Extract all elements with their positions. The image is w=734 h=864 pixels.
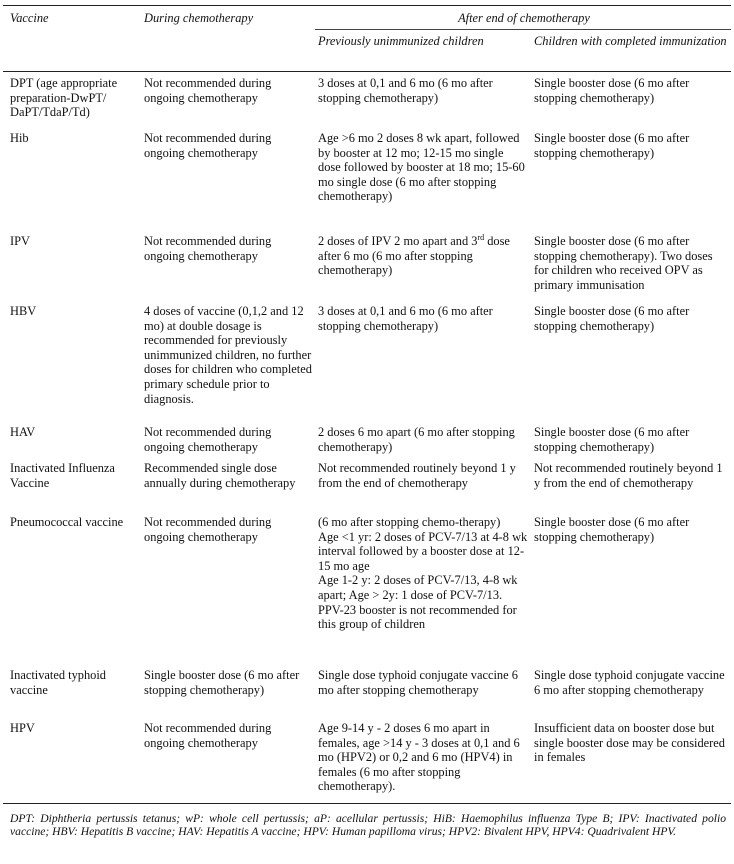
table-footnote: DPT: Diphtheria pertussis tetanus; wP: whole cell pertussis; aP: acellular pertussis; HiB: Haemophilus influenza Type B; IPV: Inactivated polio vaccine; HBV: Hepatitis B vaccine; HAV: Hepatitis A vaccine; HPV: Human papilloma virus; HPV2: Bivalent HPV, HPV4: Quadrivalent HPV. [10, 812, 726, 839]
table-bottom-rule [3, 803, 731, 804]
row-hav-during: Not recommended during ongoing chemotherapy [144, 425, 272, 454]
row-hav-vaccine: HAV [10, 425, 36, 439]
row-hpv-during: Not recommended during ongoing chemotherapy [144, 721, 272, 750]
table-top-rule [3, 5, 731, 6]
row-dpt-during: Not recommended during ongoing chemotherapy [144, 76, 272, 105]
header-after-chemotherapy: After end of chemotherapy [458, 11, 590, 25]
ipv-text-post: dose after 6 mo (6 mo after stopping chemotherapy) [318, 234, 510, 278]
row-pneumococcal-during: Not recommended during ongoing chemotherapy [144, 515, 272, 544]
header-bottom-rule [3, 71, 731, 72]
row-hbv-during: 4 doses of vaccine (0,1,2 and 12 mo) at double dosage is recommended for previously unimmunized children, no further doses for children who completed primary schedule prior to diagnosis. [144, 304, 312, 406]
row-ipv-unimmunized [318, 234, 528, 278]
header-previously-unimmunized: Previously unimmunized children [318, 34, 484, 48]
ipv-ordinal-sup: rd [477, 232, 485, 242]
ipv-text-pre: 2 doses of IPV 2 mo apart and 3 [318, 234, 478, 248]
row-hpv-vaccine: HPV [10, 721, 35, 735]
row-typhoid-during: Single booster dose (6 mo after stopping chemotherapy) [144, 668, 300, 697]
row-influenza-during: Recommended single dose annually during chemotherapy [144, 461, 296, 490]
row-typhoid-vaccine: Inactivated typhoid vaccine [10, 668, 106, 697]
row-pneumococcal-completed: Single booster dose (6 mo after stopping chemotherapy) [534, 515, 690, 544]
row-hib-unimmunized: Age >6 mo 2 doses 8 wk apart, followed by booster at 12 mo; 12-15 mo single dose followed by booster at 18 mo; 15-60 mo single dose (6 mo after stopping chemotherapy) [318, 131, 525, 204]
row-hav-completed: Single booster dose (6 mo after stopping chemotherapy) [534, 425, 690, 454]
header-vaccine: Vaccine [10, 11, 49, 25]
pneumococcal-line: Age <1 yr: 2 doses of PCV-7/13 at 4-8 wk interval followed by a booster dose at 12-15 mo age [318, 529, 528, 573]
row-pneumococcal-vaccine: Pneumococcal vaccine [10, 515, 124, 529]
row-hav-unimmunized: 2 doses 6 mo apart (6 mo after stopping chemotherapy) [318, 425, 515, 454]
header-during-chemotherapy: During chemotherapy [144, 11, 254, 25]
row-hib-completed: Single booster dose (6 mo after stopping chemotherapy) [534, 131, 690, 160]
row-influenza-unimmunized: Not recommended routinely beyond 1 y from the end of chemotherapy [318, 461, 516, 490]
row-influenza-completed: Not recommended routinely beyond 1 y from the end of chemotherapy [534, 461, 723, 490]
row-hbv-unimmunized: 3 doses at 0,1 and 6 mo (6 mo after stopping chemotherapy) [318, 304, 493, 333]
header-completed-immunization: Children with completed immunization [534, 34, 727, 48]
row-hbv-completed: Single booster dose (6 mo after stopping chemotherapy) [534, 304, 690, 333]
row-hib-vaccine: Hib [10, 131, 29, 145]
row-dpt-vaccine: DPT (age appropriate preparation-DwPT/ DaPT/TdaP/Td) [10, 76, 118, 120]
row-typhoid-completed: Single dose typhoid conjugate vaccine 6 mo after stopping chemotherapy [534, 668, 725, 697]
row-hib-during: Not recommended during ongoing chemotherapy [144, 131, 272, 160]
row-hpv-completed: Insufficient data on booster dose but single booster dose may be considered in females [534, 721, 725, 765]
row-ipv-completed: Single booster dose (6 mo after stopping chemotherapy). Two doses for children who received OPV as primary immunisation [534, 234, 713, 292]
row-ipv-during: Not recommended during ongoing chemotherapy [144, 234, 272, 263]
row-pneumococcal-unimmunized [318, 515, 528, 632]
row-typhoid-unimmunized: Single dose typhoid conjugate vaccine 6 mo after stopping chemotherapy [318, 668, 518, 697]
header-subrule [315, 29, 731, 30]
pneumococcal-line: Age 1-2 y: 2 doses of PCV-7/13, 4-8 wk apart; Age > 2y: 1 dose of PCV-7/13. PPV-23 booster is not recommended for this group of children [318, 573, 518, 632]
row-dpt-unimmunized: 3 doses at 0,1 and 6 mo (6 mo after stopping chemotherapy) [318, 76, 493, 105]
pneumococcal-line: (6 mo after stopping chemo-therapy) [318, 515, 501, 529]
row-hpv-unimmunized: Age 9-14 y - 2 doses 6 mo apart in females, age >14 y - 3 doses at 0,1 and 6 mo (HPV2) or 0,2 and 6 mo (HPV4) in females (6 mo after stopping chemotherapy). [318, 721, 520, 794]
row-influenza-vaccine: Inactivated Influenza Vaccine [10, 461, 115, 490]
row-ipv-vaccine: IPV [10, 234, 30, 248]
row-dpt-completed: Single booster dose (6 mo after stopping chemotherapy) [534, 76, 690, 105]
row-hbv-vaccine: HBV [10, 304, 37, 318]
